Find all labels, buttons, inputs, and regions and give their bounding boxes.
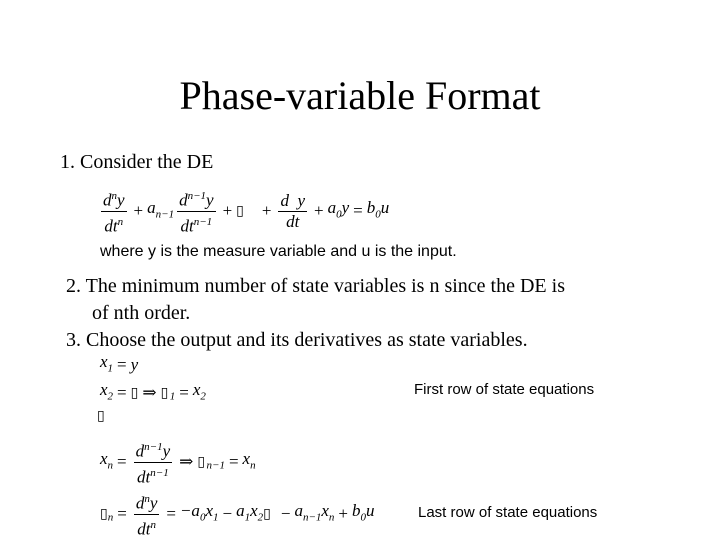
dn1y-dtn1-fraction: $\frac{d^{n-1}y}{dt^{n-1}}$ xyxy=(177,187,215,235)
dn1y-dtn1-fraction-2: $\frac{d^{n-1}y}{dt^{n-1}}$ xyxy=(134,438,172,486)
item-3-text: 3. Choose the output and its derivatives as state variables. xyxy=(66,329,528,351)
where-text: where y is the measure variable and u is the input. xyxy=(100,243,457,260)
dny-dtn-fraction-2: $\frac{d^ny}{dt^n}$ xyxy=(134,490,160,538)
state-eq-x1: $x_1$ = y xyxy=(100,352,139,375)
state-eq-xn: $x_n$ = $\frac{d^{n-1}y}{dt^{n-1}}$ ⇒ ▯ $_{n-1}$ = $x_n$ xyxy=(100,438,256,486)
item-1-text: 1. Consider the DE xyxy=(60,151,214,173)
last-row-label: Last row of state equations xyxy=(418,504,598,521)
item-2-line-1: 2. The minimum number of state variables is n since the DE is xyxy=(66,275,565,297)
first-row-label: First row of state equations xyxy=(414,381,595,398)
dny-dtn-fraction: $\frac{d^ny}{dt^n}$ xyxy=(101,187,127,235)
item-2-line-2: of nth order. xyxy=(92,302,191,324)
differential-equation: $\frac{d^ny}{dt^n}$ + $a_{n-1}$ $\frac{d^{n-1}y}{dt^{n-1}}$ + ▯ + $\frac{\text{d y}}{dt}$ + $a_0y$ = $b_0u$ xyxy=(98,187,389,235)
slide-title: Phase-variable Format xyxy=(179,73,541,118)
state-eq-x2: $x_2$ = ▯ ⇒ ▯ $_1$ = $x_2$ xyxy=(100,380,206,403)
dy-dt-fraction: $\frac{\text{d y}}{dt}$ xyxy=(280,190,306,231)
state-eq-last: ▯ $_n$ = $\frac{d^ny}{dt^n}$ = $-a_0x_1$ − $a_1x_2$ ▯ − $a_{n-1}x_n$ + $b_0u$ xyxy=(100,490,375,538)
vertical-dots: ▯ xyxy=(97,408,105,424)
